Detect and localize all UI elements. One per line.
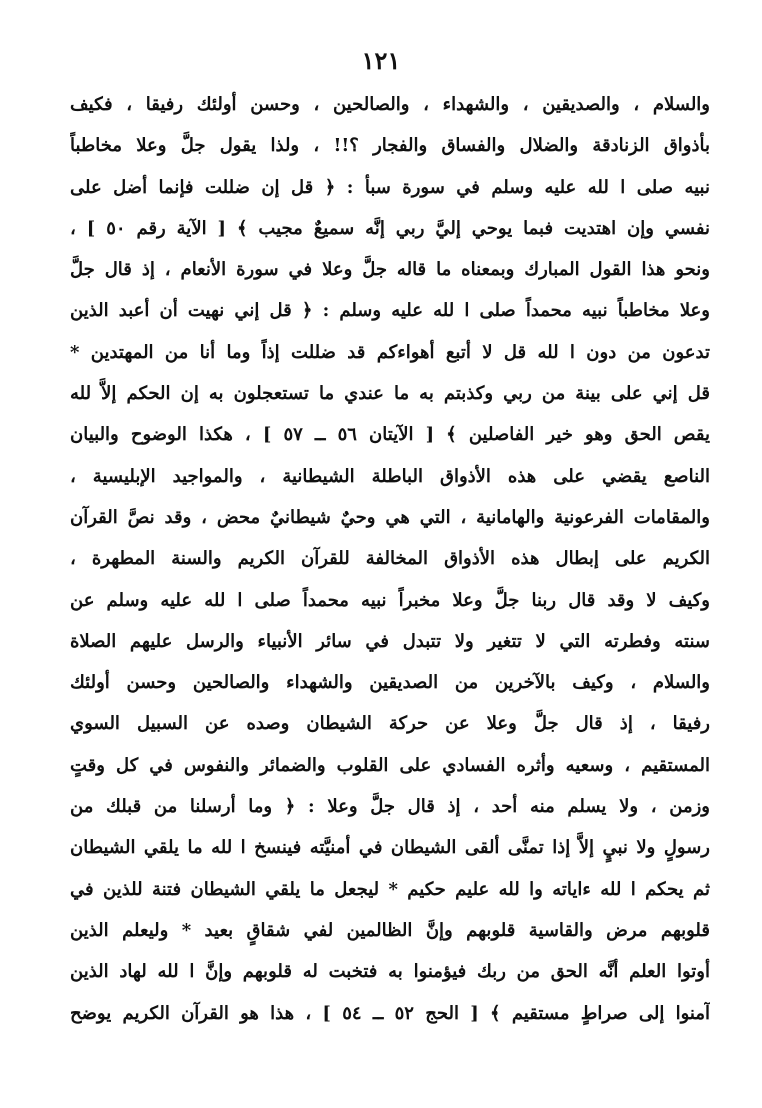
text-line: والمقامات الفرعونية والهامانية ، التي هي وحيٌ شيطانيٌ محض ، وقد نصَّ القرآن: [70, 506, 710, 528]
page-number: ١٢١: [361, 46, 401, 75]
text-line: قل إني على بينة من ربي وكذبتم به ما عندي ما تستعجلون به إن الحكم إلاَّ لله: [70, 383, 710, 405]
text-line: بأذواق الزنادقة والضلال والفساق والفجار ؟!! ، ولذا يقول جلَّ وعلا مخاطباً: [70, 135, 710, 157]
text-line: قلوبهم مرض والقاسية قلوبهم وإنَّ الظالمين لفي شقاقٍ بعيد * وليعلم الذين: [70, 919, 710, 941]
text-line: تدعون من دون ا لله قل لا أتبع أهواءكم قد ضللت إذاً وما أنا من المهتدين *: [70, 341, 710, 363]
text-line: ثم يحكم ا لله ءاياته وا لله عليم حكيم * ليجعل ما يلقي الشيطان فتنة للذين في: [70, 878, 710, 900]
text-line: رفيقا ، إذ قال جلَّ وعلا عن حركة الشيطان وصده عن السبيل السوي: [70, 713, 710, 735]
text-line: نبيه صلى ا لله عليه وسلم في سورة سبأ : ﴿ قل إن ضللت فإنما أضل على: [70, 176, 710, 198]
text-line: وزمن ، ولا يسلم منه أحد ، إذ قال جلَّ وعلا : ﴿ وما أرسلنا من قبلك من: [70, 796, 710, 818]
text-line: آمنوا إلى صراطٍ مستقيم ﴾ [ الحج ٥٢ ــ ٥٤ ] ، هذا هو القرآن الكريم يوضح: [70, 1002, 710, 1024]
text-line: المستقيم ، وسعيه وأثره الفسادي على القلوب والضمائر والنفوس في كل وقتٍ: [70, 754, 710, 776]
body-text: [70, 84, 710, 1034]
text-line: وعلا مخاطباً نبيه محمداً صلى ا لله عليه وسلم : ﴿ قل إني نهيت أن أعبد الذين: [70, 300, 710, 322]
text-line: رسولٍ ولا نبيٍ إلاَّ إذا تمنَّى ألقى الشيطان في أمنيَّته فينسخ ا لله ما يلقي الشيطان: [70, 837, 710, 859]
text-line: والسلام ، والصديقين ، والشهداء ، والصالحين ، وحسن أولئك رفيقا ، فكيف: [70, 94, 710, 115]
text-line: وكيف لا وقد قال ربنا جلَّ وعلا مخبراً نبيه محمداً صلى ا لله عليه وسلم عن: [70, 589, 710, 611]
text-line: الناصع يقضي على هذه الأذواق الباطلة الشيطانية ، والمواجيد الإبليسية ،: [70, 465, 710, 487]
text-line: سنته وفطرته التي لا تتغير ولا تتبدل في سائر الأنبياء والرسل عليهم الصلاة: [70, 630, 710, 652]
text-line: يقص الحق وهو خير الفاصلين ﴾ [ الآيتان ٥٦ ــ ٥٧ ] ، هكذا الوضوح والبيان: [70, 424, 710, 446]
text-line: أوتوا العلم أنَّه الحق من ربك فيؤمنوا به فتخبت له قلوبهم وإنَّ ا لله لهاد الذين: [70, 961, 710, 983]
text-line: الكريم على إبطال هذه الأذواق المخالفة للقرآن الكريم والسنة المطهرة ،: [70, 548, 710, 570]
text-line: ونحو هذا القول المبارك وبمعناه ما قاله جلَّ وعلا في سورة الأنعام ، إذ قال جلَّ: [70, 259, 710, 281]
text-line: نفسي وإن اهتديت فبما يوحي إليَّ ربي إنَّه سميعٌ مجيب ﴾ [ الآية رقم ٥٠ ] ،: [70, 217, 710, 239]
text-line: والسلام ، وكيف بالآخرين من الصديقين والشهداء والصالحين وحسن أولئك: [70, 672, 710, 694]
